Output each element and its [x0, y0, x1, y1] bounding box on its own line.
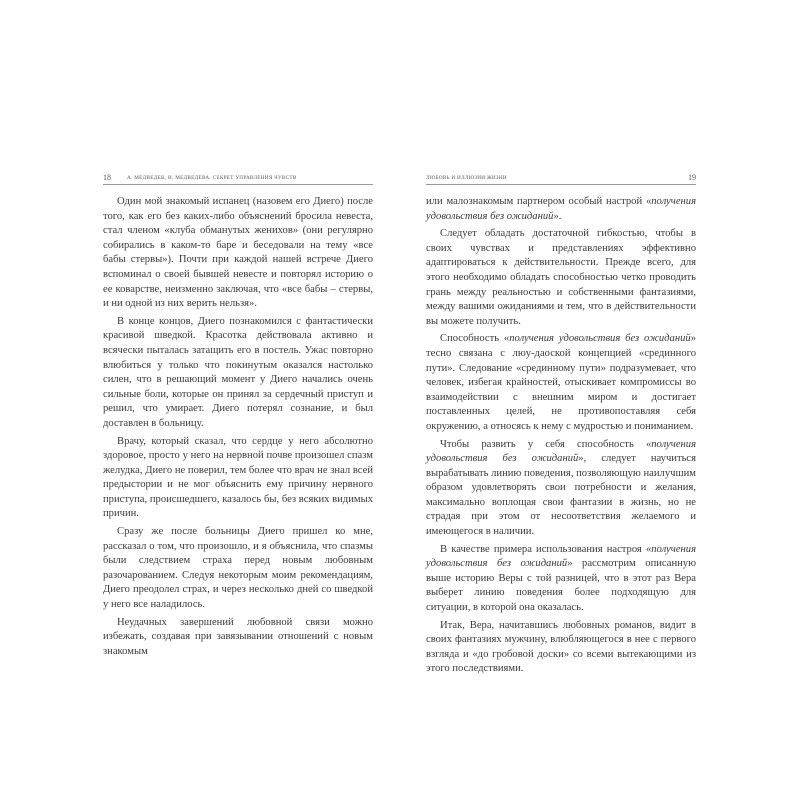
- left-page-text: [103, 195, 373, 659]
- paragraph: Следует обладать достаточной гибкостью, чтобы в своих чувствах и представлениях эффективно адаптироваться к действительности. Прежде всего, для этого необходимо обладать способностью четко проводить грань между реальностью и собственными фантазиями, между вашими ожиданиями и тем, что в действительности вы можете получить.: [426, 228, 696, 327]
- right-running-header: [426, 170, 696, 185]
- right-page-text: [426, 195, 696, 677]
- left-running-head: А. МЕДВЕДЕВ, И. МЕДВЕДЕВА. СЕКРЕТ УПРАВЛЕНИЯ ЧУВСТВ: [127, 175, 297, 181]
- book-spread: [99, 170, 703, 675]
- left-running-header: [103, 170, 373, 185]
- right-running-head: ЛЮБОВЬ И ИЛЛЮЗИИ ЖИЗНИ: [426, 175, 507, 181]
- paragraph: В качестве примера использования настроя «получения удовольствия без ожиданий» рассмотрим описанную выше историю Веры с той разницей, что в этот раз Вера выберет линию поведения более подходящую для ситуации, в которой она оказалась.: [426, 543, 696, 614]
- right-page-number: 19: [688, 173, 696, 182]
- paragraph: Врачу, который сказал, что сердце у него абсолютно здоровое, просто у него на нервной почве произошел спазм желудка, Диего не поверил, тем более что врач не знал всей предыстории и не мог объяснить ему причину нервного приступа, происшедшего, казалось бы, без всяких видимых причин.: [103, 435, 373, 520]
- left-page-number: 18: [103, 173, 111, 182]
- paragraph: или малознакомым партнером особый настрой «получения удовольствия без ожиданий».: [426, 196, 696, 222]
- italic-phrase: получения удовольствия без ожиданий: [426, 196, 696, 222]
- italic-phrase: получения удовольствия без ожиданий: [426, 438, 696, 465]
- italic-phrase: получения удовольствия без ожиданий: [426, 543, 696, 570]
- left-page: [103, 170, 373, 659]
- paragraph: В конце концов, Диего познакомился с фантастически красивой шведкой. Красотка действовала активно и всячески пыталась затащить его в постель. Ужас повторно влюбиться у только что покинутым оказался настолько силен, что в решающий момент у Диего начались очень сильные боли, которые он принял за сердечный приступ и решил, что умирает. Диего потерял сознание, и был доставлен в больницу.: [103, 315, 373, 429]
- paragraph: Способность «получения удовольствия без ожиданий» тесно связана с люу-даоской концепцией «срединного пути». Следование «срединному пути» подразумевает, что человек, избегая крайностей, отыскивает компромиссы во взаимодействии с внешним миром и достигает поставленных целей, не противопоставляя себя окружению, а относясь к нему с мудростью и пониманием.: [426, 333, 696, 432]
- italic-phrase: получения удовольствия без ожиданий: [509, 333, 691, 345]
- paragraph: Чтобы развить у себя способность «получения удовольствия без ожиданий», следует научиться вырабатывать линию поведения, позволяющую наилучшим образом удовлетворять свои потребности и желания, максимально воплощая свои фантазии в жизнь, но не страдая при этом от несоответствия желаемого и имеющегося в наличии.: [426, 438, 696, 538]
- paragraph: Один мой знакомый испанец (назовем его Диего) после того, как его без каких-либо объяснений бросила невеста, стал членом «клуба обманутых женихов» (они регулярно собирались в каком-то баре и беседовали на тему «все бабы стервы»). Почти при каждой нашей встрече Диего вспоминал о своей бывшей невесте и повторял историю о ее коварстве, неизменно заключая, что «все бабы – стервы, и ни одной из них верить нельзя».: [103, 196, 373, 310]
- paragraph: Неудачных завершений любовной связи можно избежать, создавая при завязывании отношений с новым знакомым: [103, 616, 373, 657]
- paragraph: Сразу же после больницы Диего пришел ко мне, рассказал о том, что произошло, и я объяснила, что спазмы были следствием страха перед новым любовным разочарованием. Следуя некоторым моим рекомендациям, Диего преодолел страх, и через несколько дней со шведкой у него все наладилось.: [103, 526, 373, 611]
- paragraph: Итак, Вера, начитавшись любовных романов, видит в своих фантазиях мужчину, влюбляющегося в нее с первого взгляда и «до гробовой доски» со всеми вытекающими из этого последствиями.: [426, 619, 696, 675]
- right-page: [426, 170, 696, 677]
